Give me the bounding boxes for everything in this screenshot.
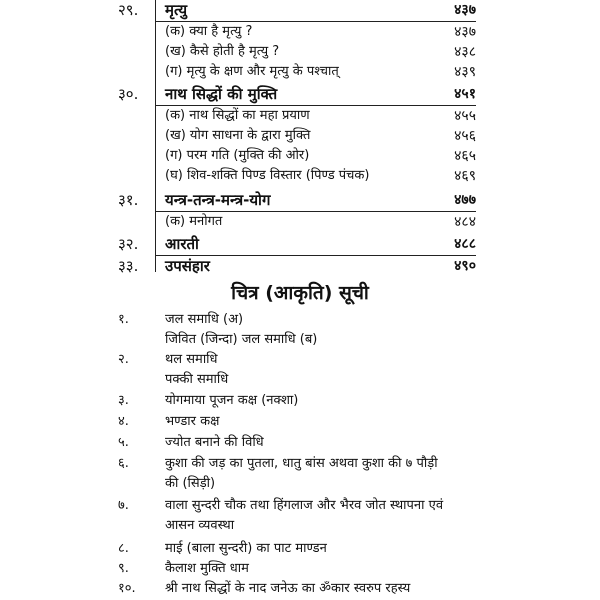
chapter-number: ३१. [118, 191, 139, 209]
subsection-page: ४३८ [454, 44, 476, 60]
chapter-number: ३०. [118, 85, 139, 103]
figure-title: कुशा की जड़ का पुतला, धातु बांस अथवा कुशा की ७ पौड़ी [165, 456, 438, 471]
subsection-page: ४६९ [454, 168, 476, 184]
figure-item [0, 454, 600, 494]
figure-item [0, 496, 600, 536]
figure-title: कैलाश मुक्ति धाम [165, 561, 249, 576]
subsection-row [0, 106, 600, 128]
chapter-page: ४९० [454, 258, 476, 274]
figure-title-line2: जिवित (जिन्दा) जल समाधि (ब) [165, 332, 318, 347]
subsection-title: (क) क्या है मृत्यु ? [165, 24, 253, 39]
subsection-title: (ख) कैसे होती है मृत्यु ? [165, 44, 280, 59]
subsection-title: (ख) योग साधना के द्वारा मुक्ति [165, 128, 311, 143]
figure-item [0, 579, 600, 599]
subsection-title: (घ) शिव-शक्ति पिण्ड विस्तार (पिण्ड पंचक) [165, 168, 370, 183]
figure-title: योगमाया पूजन कक्ष (नक्शा) [165, 393, 299, 408]
figure-item [0, 350, 600, 390]
subsection-row [0, 166, 600, 188]
figure-title: वाला सुन्दरी चौक तथा हिंगलाज और भैरव जोत स्थापना एवं [165, 498, 444, 513]
figure-number: ५. [118, 435, 129, 450]
figure-number: ८. [118, 541, 129, 556]
subsection-page: ४३७ [454, 24, 476, 40]
figure-title: थल समाधि [165, 352, 218, 367]
figure-title: भण्डार कक्ष [165, 414, 220, 429]
figure-item [0, 310, 600, 350]
figure-number: ७. [118, 498, 129, 513]
chapter-number: ३२. [118, 235, 139, 253]
subsection-row [0, 126, 600, 148]
subsection-title: (क) नाथ सिद्धों का महा प्रयाण [165, 108, 310, 123]
figure-item [0, 433, 600, 453]
chapter-row [0, 0, 600, 22]
subsection-page: ४५६ [454, 128, 476, 144]
figure-number: १. [118, 312, 129, 327]
subsection-title: (ग) परम गति (मुक्ति की ओर) [165, 148, 310, 163]
chapter-row [0, 256, 600, 278]
figure-title: जल समाधि (अ) [165, 312, 244, 327]
figure-item [0, 559, 600, 579]
subsection-page: ४८४ [454, 214, 476, 230]
subsection-row [0, 42, 600, 64]
subsection-row [0, 212, 600, 234]
figure-number: ३. [118, 393, 129, 408]
chapter-title: नाथ सिद्धों की मुक्ति [165, 85, 278, 103]
chapter-page: ४७७ [454, 192, 476, 208]
subsection-row [0, 62, 600, 84]
subsection-page: ४५५ [454, 108, 476, 124]
subsection-page: ४३९ [454, 64, 476, 80]
figure-item [0, 391, 600, 411]
figures-heading: चित्र (आकृति) सूची [231, 282, 369, 304]
subsection-title: (क) मनोगत [165, 214, 223, 229]
chapter-number: ३३. [118, 257, 139, 275]
figure-number: ६. [118, 456, 129, 471]
figure-number: १०. [118, 581, 136, 596]
subsection-row [0, 146, 600, 168]
chapter-row [0, 190, 600, 212]
subsection-page: ४६५ [454, 148, 476, 164]
subsection-title: (ग) मृत्यु के क्षण और मृत्यु के पश्चात् [165, 64, 339, 79]
figure-title: श्री नाथ सिद्धों के नाद जनेऊ का ॐकार स्वरुप रहस्य [165, 581, 411, 596]
chapter-number: २९. [118, 1, 139, 19]
figure-number: २. [118, 352, 129, 367]
figure-title: ज्योत बनाने की विधि [165, 435, 264, 450]
figure-item [0, 412, 600, 432]
subsection-row [0, 22, 600, 44]
figure-number: ९. [118, 561, 129, 576]
figure-title-line2: पक्की समाधि [165, 372, 229, 387]
figure-number: ४. [118, 414, 129, 429]
chapter-page: ४३७ [454, 2, 476, 18]
chapter-title: यन्त्र-तन्त्र-मन्त्र-योग [165, 191, 271, 209]
chapter-title: उपसंहार [165, 257, 210, 275]
figure-title: माई (बाला सुन्दरी) का पाट माण्डन [165, 541, 327, 556]
chapter-row [0, 234, 600, 256]
chapter-row [0, 84, 600, 106]
chapter-page: ४८८ [454, 236, 476, 252]
chapter-page: ४५१ [454, 86, 476, 102]
chapter-title: मृत्यु [165, 1, 188, 19]
figure-title-line2: की (सिड़ी) [165, 476, 216, 491]
chapter-title: आरती [165, 235, 199, 253]
figure-title-line2: आसन व्यवस्था [165, 518, 235, 533]
figure-item [0, 539, 600, 559]
